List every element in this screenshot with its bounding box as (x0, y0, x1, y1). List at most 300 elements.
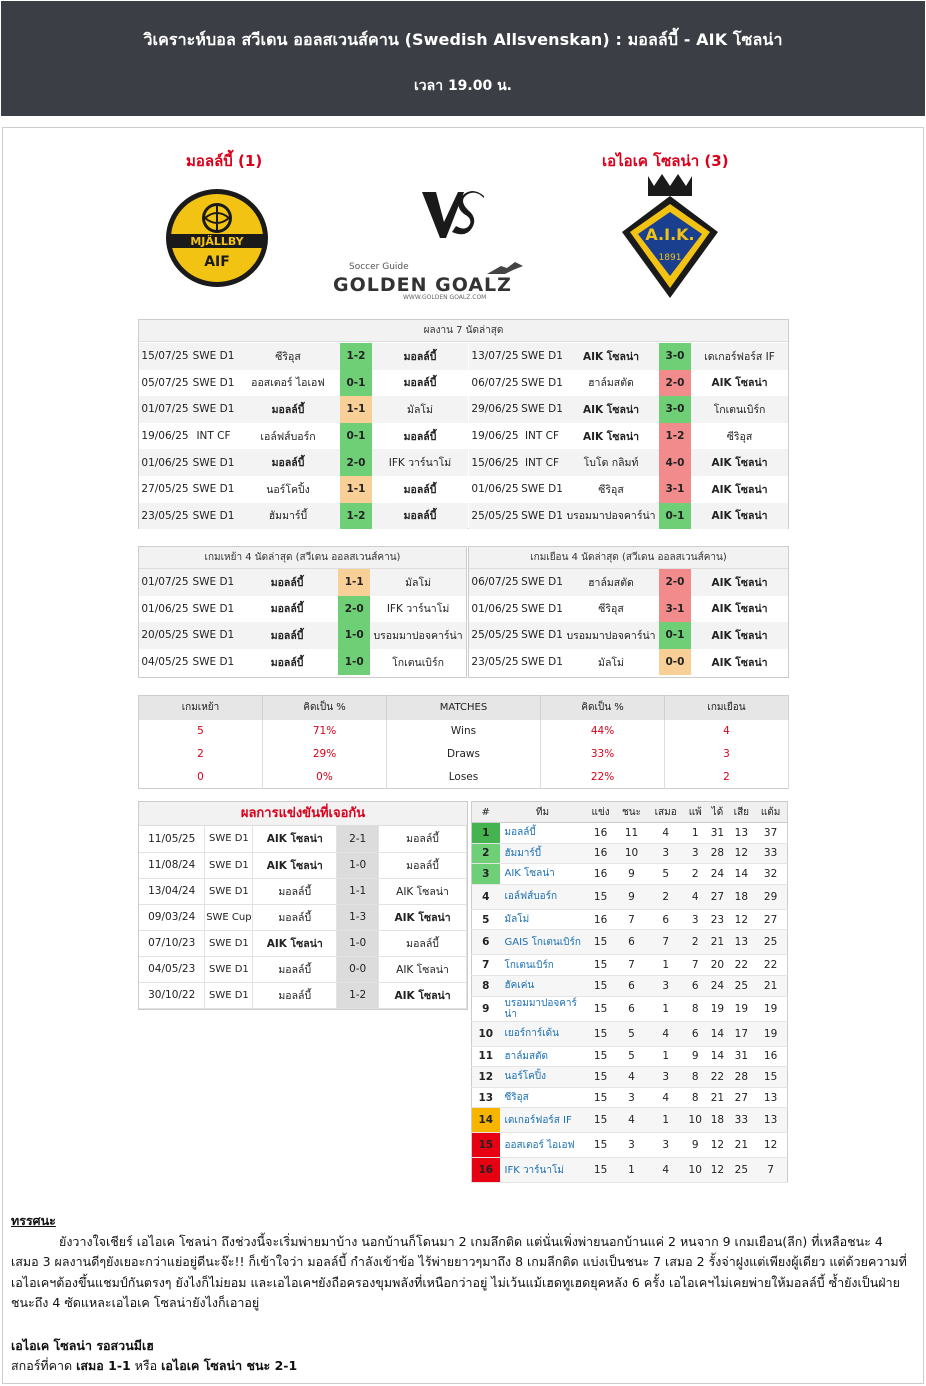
away-team: มอลล์บี้ (372, 503, 468, 530)
league-stat-w: 9 (616, 864, 648, 885)
score: 2-0 (659, 569, 691, 596)
league-row (472, 1133, 788, 1158)
result-row (139, 649, 466, 676)
h2h-row (139, 956, 467, 982)
competition: SWE D1 (191, 503, 236, 530)
league-stat-pts: 21 (754, 975, 787, 996)
score: 1-1 (337, 878, 379, 904)
home-team: AIK โซลน่า (582, 430, 640, 443)
competition: SWE Cup (205, 904, 253, 930)
away-percent: 33% (541, 743, 665, 766)
league-stat-pl: 15 (586, 975, 616, 996)
league-stat-pl: 16 (586, 823, 616, 844)
home-last-7-table (139, 343, 468, 529)
match-date: 06/07/25 (471, 376, 519, 389)
league-position: 6 (472, 930, 500, 955)
analysis-body: ยังวางใจเชียร์ เอไอเค โซลน่า ถึงช่วงนี้จะเริ่มพ่ายมาบ้าง นอกบ้านก็โดนมา 2 เกมลึกติด แต่นั่นเพิ่งพ่ายนอกบ้านแค่ 2 หนจาก 9 เกมเยือน(ลีก) ที่เหลือชนะ 4 เสมอ 3 ผลงานดีๆยังเยอะกว่าแย่อยู่ดีนะจ๊ะ!! ก็เข้าใจว่า มอลล์บี้ กำลังเข้าข้อ ไร้พ่ายยาวๆมาถึง 8 เกมลีกติด แบ่งเป็นชนะ 7 เสมอ 2 รั้งจ่าฝูงแต่เพียงผู้เดียว แต่ด้วยความที่เอไอเคฯต้องขึ้นแชมป์กันตรงๆ ยังไงก็ไม่ยอม และเอไอเคฯยังถือครองขุมพลังที่เหนือกว่าอยู่ ไม่เว้นแม้เฮดทูเฮดยุคหลัง 6 ครั้ง เอไอเคฯไม่เคยพ่ายให้มอลล์บี้ ซ้ำยังเป็นฝ่ายชนะถึง 4 ซัดแหละเอไอเค โซลน่ายังไงก็เอาอยู่ (11, 1233, 907, 1310)
league-stat-pts: 15 (754, 1067, 787, 1088)
away-team: IFK วาร์นาโม่ (372, 449, 468, 476)
match-date: 01/06/25 (139, 449, 191, 476)
stats-header: คิดเป็น % (263, 696, 387, 720)
score: 3-1 (659, 476, 691, 503)
head-to-head-panel (138, 801, 468, 1010)
league-stat-l: 10 (684, 1108, 706, 1133)
competition: SWE D1 (192, 602, 235, 615)
league-team-link[interactable]: นอร์โคปิ้ง (500, 1067, 586, 1088)
competition: SWE D1 (205, 930, 253, 956)
away-team: โกเตนเบิร์ก (691, 396, 788, 423)
league-row (472, 996, 788, 1021)
competition: SWE D1 (521, 483, 563, 496)
league-stat-d: 4 (647, 1087, 684, 1108)
away-team: บรอมมาปอจคาร์น่า (370, 622, 466, 649)
league-stat-w: 6 (616, 996, 648, 1021)
h2h-table (139, 826, 467, 1009)
league-stat-f: 23 (706, 909, 728, 930)
league-team-link[interactable]: เอล์ฟส์บอร์ก (500, 884, 586, 909)
away-team: AIK โซลน่า (691, 449, 788, 476)
last-7-caption: ผลงาน 7 นัดล่าสุด (139, 320, 788, 342)
league-team-link[interactable]: ซีริอุส (500, 1087, 586, 1108)
league-stat-f: 24 (706, 975, 728, 996)
home-count: 0 (139, 766, 263, 789)
score: 1-2 (659, 423, 691, 450)
league-stat-d: 2 (647, 884, 684, 909)
home-last-4-table (139, 569, 466, 675)
home-team: นอร์โคปิ้ง (266, 483, 310, 496)
league-stat-l: 2 (684, 864, 706, 885)
league-stat-pts: 29 (754, 884, 787, 909)
score: 0-0 (337, 956, 379, 982)
home-team: AIK โซลน่า (563, 396, 659, 423)
league-stat-pl: 15 (586, 1133, 616, 1158)
away-team: มอลล์บี้ (372, 343, 468, 370)
home-team: มอลล์บี้ (253, 982, 337, 1008)
league-stat-f: 22 (706, 1067, 728, 1088)
league-position: 2 (472, 843, 500, 864)
home-team: AIK โซลน่า (563, 343, 659, 370)
away-team: มอลล์บี้ (379, 826, 467, 852)
result-row (139, 596, 466, 623)
score: 1-2 (337, 982, 379, 1008)
predicted-score (11, 1356, 911, 1377)
score-alt: เอไอเค โซลน่า ชนะ 2-1 (161, 1358, 298, 1373)
league-team-link[interactable]: ฮาล์มสตัด (500, 1046, 586, 1067)
result-row (469, 343, 788, 370)
result-row (469, 569, 788, 596)
result-row (469, 476, 788, 503)
home-last-4-caption: เกมเหย้า 4 นัดล่าสุด (สวีเดน ออลสเวนส์คาน) (139, 547, 466, 569)
away-team: AIK โซลน่า (711, 483, 768, 496)
away-team: AIK โซลน่า (711, 377, 768, 390)
league-position: 16 (472, 1158, 500, 1183)
score-prefix: สกอร์ที่คาด (11, 1358, 77, 1373)
league-row (472, 1046, 788, 1067)
league-team-link[interactable]: ออสเตอร์ ไอเอฟ (500, 1133, 586, 1158)
league-stat-pts: 19 (754, 1021, 787, 1046)
score: 1-3 (337, 904, 379, 930)
home-team: มอลล์บี้ (253, 956, 337, 982)
match-date: 13/07/25 (469, 343, 521, 370)
result-row (469, 423, 788, 450)
away-team: มอลล์บี้ (403, 430, 437, 443)
match-date: 30/10/22 (139, 982, 205, 1008)
score: 1-1 (338, 569, 370, 596)
away-team: มอลล์บี้ (379, 930, 467, 956)
match-date: 25/05/25 (469, 503, 521, 530)
league-stat-l: 6 (684, 1021, 706, 1046)
vs-icon (420, 188, 486, 242)
home-count: 5 (139, 720, 263, 743)
match-date: 27/05/25 (141, 483, 189, 496)
league-row (472, 864, 788, 885)
competition: SWE D1 (205, 878, 253, 904)
league-stat-l: 8 (684, 996, 706, 1021)
home-percent: 71% (263, 720, 387, 743)
league-team-link[interactable]: เดเกอร์ฟอร์ส IF (500, 1108, 586, 1133)
match-date: 01/06/25 (471, 483, 519, 496)
competition: SWE D1 (521, 376, 563, 389)
match-date: 11/05/25 (139, 826, 205, 852)
match-date: 19/06/25 (471, 430, 519, 443)
home-team: มอลล์บี้ (236, 396, 340, 423)
score: 1-0 (338, 622, 370, 649)
competition: SWE D1 (191, 396, 236, 423)
league-header: เสมอ (647, 802, 684, 823)
score: 2-1 (337, 826, 379, 852)
home-team: ออสเตอร์ ไอเอฟ (251, 377, 325, 390)
home-team: มัลโม่ (598, 656, 624, 669)
stats-header: MATCHES (387, 696, 541, 720)
competition: SWE D1 (521, 343, 563, 370)
score: 0-0 (659, 649, 691, 676)
kickoff-time: เวลา 19.00 น. (413, 78, 512, 94)
league-stat-l: 3 (684, 909, 706, 930)
home-team: มอลล์บี้ (270, 603, 304, 616)
league-team-link[interactable]: ฮัมมาร์บี้ (500, 843, 586, 864)
league-row (472, 975, 788, 996)
league-stat-d: 3 (647, 1067, 684, 1088)
result-row (139, 622, 466, 649)
league-stat-f: 12 (706, 1158, 728, 1183)
league-header: # (472, 802, 500, 823)
league-stat-pl: 15 (586, 884, 616, 909)
league-stat-d: 3 (647, 1133, 684, 1158)
league-stat-pts: 32 (754, 864, 787, 885)
league-stat-pl: 15 (586, 1021, 616, 1046)
result-row (139, 569, 466, 596)
away-percent: 44% (541, 720, 665, 743)
league-team-link[interactable]: มัลโม่ (500, 909, 586, 930)
home-last-4-panel (138, 546, 467, 678)
score: 1-0 (337, 930, 379, 956)
league-row (472, 843, 788, 864)
match-date: 20/05/25 (139, 622, 191, 649)
away-team: มัลโม่ (372, 396, 468, 423)
away-team: ซีริอุส (726, 430, 753, 443)
league-stat-a: 22 (729, 955, 755, 976)
home-count: 2 (139, 743, 263, 766)
away-team: AIK โซลน่า (379, 904, 467, 930)
league-stat-l: 8 (684, 1087, 706, 1108)
score: 2-0 (340, 449, 372, 476)
match-date: 01/07/25 (139, 569, 191, 596)
score: 0-1 (659, 622, 691, 649)
league-position: 7 (472, 955, 500, 976)
home-team: มอลล์บี้ (236, 449, 340, 476)
player-silhouette-icon (483, 260, 527, 276)
league-stat-a: 18 (729, 884, 755, 909)
league-stat-pl: 16 (586, 909, 616, 930)
away-team: มอลล์บี้ (379, 852, 467, 878)
league-team-link[interactable]: GAIS โกเตนเบิร์ก (500, 930, 586, 955)
league-position: 9 (472, 996, 500, 1021)
match-date: 01/06/25 (471, 602, 519, 615)
competition: SWE D1 (192, 376, 235, 389)
score: 1-2 (340, 343, 372, 370)
league-stat-w: 10 (616, 843, 648, 864)
competition: SWE D1 (521, 569, 563, 596)
away-team: AIK โซลน่า (691, 503, 788, 530)
league-stat-f: 20 (706, 955, 728, 976)
away-count: 3 (665, 743, 789, 766)
result-row (139, 423, 468, 450)
away-last-4-table (469, 569, 788, 675)
league-team-link[interactable]: เยอร์การ์เด้น (500, 1021, 586, 1046)
league-row (472, 1108, 788, 1133)
home-team: มอลล์บี้ (236, 569, 339, 596)
competition: INT CF (196, 430, 231, 443)
league-stat-f: 12 (706, 1133, 728, 1158)
league-stat-a: 28 (729, 1067, 755, 1088)
match-date: 05/07/25 (141, 376, 189, 389)
score: 1-1 (340, 396, 372, 423)
league-stat-pts: 33 (754, 843, 787, 864)
score: 3-0 (659, 396, 691, 423)
league-header: ชนะ (616, 802, 648, 823)
analysis-section (11, 1211, 911, 1377)
league-stat-f: 21 (706, 1087, 728, 1108)
svg-text:1891: 1891 (658, 253, 682, 263)
away-team: AIK โซลน่า (379, 878, 467, 904)
away-team-logo (618, 172, 722, 302)
league-stat-pl: 15 (586, 1108, 616, 1133)
league-stat-w: 6 (616, 930, 648, 955)
league-position: 10 (472, 1021, 500, 1046)
league-stat-pts: 16 (754, 1046, 787, 1067)
away-last-4-caption: เกมเยือน 4 นัดล่าสุด (สวีเดน ออลสเวนส์คาน) (469, 547, 788, 569)
match-date: 13/04/24 (139, 878, 205, 904)
result-row (469, 449, 788, 476)
score: 3-0 (659, 343, 691, 370)
league-stat-a: 12 (729, 909, 755, 930)
analysis-heading: ทรรศนะ (11, 1213, 56, 1228)
score: 4-0 (659, 449, 691, 476)
competition: INT CF (524, 430, 560, 443)
home-team: ฮาล์มสตัด (563, 569, 659, 596)
league-stat-d: 5 (647, 864, 684, 885)
stats-header: เกมเยือน (665, 696, 789, 720)
result-row (469, 596, 788, 623)
league-stat-w: 6 (616, 975, 648, 996)
home-logo-text: MJÄLLBY (190, 235, 244, 248)
league-stat-d: 6 (647, 909, 684, 930)
league-stat-w: 5 (616, 1046, 648, 1067)
outcome-label: Draws (387, 743, 541, 766)
away-team: IFK วาร์นาโม่ (386, 603, 450, 616)
league-stat-pl: 15 (586, 1046, 616, 1067)
home-team: AIK โซลน่า (253, 930, 337, 956)
league-stat-pts: 7 (754, 1158, 787, 1183)
match-date: 23/05/25 (139, 503, 191, 530)
league-team-link[interactable]: AIK โซลน่า (500, 864, 586, 885)
league-position: 14 (472, 1108, 500, 1133)
league-team-link[interactable]: บรอมมาปอจคาร์น่า (500, 996, 586, 1021)
home-team: ฮาล์มสตัด (588, 377, 634, 390)
outcome-label: Wins (387, 720, 541, 743)
league-stat-pl: 15 (586, 1158, 616, 1183)
league-stat-w: 7 (616, 955, 648, 976)
stats-row (139, 720, 789, 743)
league-team-link[interactable]: โกเตนเบิร์ก (500, 955, 586, 976)
result-row (139, 449, 468, 476)
league-stat-w: 5 (616, 1021, 648, 1046)
league-header: แข่ง (586, 802, 616, 823)
score: 0-1 (340, 423, 372, 450)
score: 0-1 (340, 370, 372, 397)
prediction-pick: เอไอเค โซลน่า รอสวนมีเฮ (11, 1337, 154, 1353)
result-row (139, 476, 468, 503)
league-stat-a: 21 (729, 1133, 755, 1158)
score: 3-1 (659, 596, 691, 623)
home-team: ฮัมมาร์บี้ (236, 503, 340, 530)
home-team: บรอมมาปอจคาร์น่า (563, 622, 659, 649)
match-date: 25/05/25 (469, 622, 521, 649)
away-count: 2 (665, 766, 789, 789)
home-percent: 0% (263, 766, 387, 789)
league-stat-a: 17 (729, 1021, 755, 1046)
league-stat-d: 1 (647, 1046, 684, 1067)
away-team: มอลล์บี้ (403, 483, 437, 496)
competition: SWE D1 (191, 449, 236, 476)
match-date: 01/07/25 (139, 396, 191, 423)
away-team: AIK โซลน่า (379, 982, 467, 1008)
league-position: 4 (472, 884, 500, 909)
league-header: ทีม (500, 802, 586, 823)
league-stat-pts: 12 (754, 1133, 787, 1158)
competition: SWE D1 (521, 503, 563, 530)
league-stat-w: 7 (616, 909, 648, 930)
home-team: AIK โซลน่า (253, 852, 337, 878)
away-team: AIK โซลน่า (711, 603, 768, 616)
league-team-link[interactable]: ฮัคเค่น (500, 975, 586, 996)
competition: SWE D1 (191, 343, 236, 370)
match-date: 19/06/25 (141, 430, 189, 443)
home-team: บรอมมาปอจคาร์น่า (563, 503, 659, 530)
match-date: 01/06/25 (141, 602, 189, 615)
league-stat-f: 14 (706, 1046, 728, 1067)
stats-row (139, 743, 789, 766)
match-date: 04/05/25 (141, 656, 189, 669)
league-stat-l: 3 (684, 843, 706, 864)
away-percent: 22% (541, 766, 665, 789)
league-row (472, 1021, 788, 1046)
competition: SWE D1 (521, 602, 563, 615)
league-stat-pl: 16 (586, 864, 616, 885)
league-team-link[interactable]: มอลล์บี้ (500, 823, 586, 844)
brand-tagline: Soccer Guide (349, 262, 409, 272)
result-row (469, 370, 788, 397)
score: 1-2 (340, 503, 372, 530)
league-position: 12 (472, 1067, 500, 1088)
league-stat-f: 18 (706, 1108, 728, 1133)
match-date: 23/05/25 (471, 656, 519, 669)
h2h-row (139, 878, 467, 904)
score: 0-1 (659, 503, 691, 530)
away-team: มัลโม่ (370, 569, 466, 596)
league-stat-l: 8 (684, 1067, 706, 1088)
h2h-row (139, 982, 467, 1008)
home-percent: 29% (263, 743, 387, 766)
result-row (469, 396, 788, 423)
league-stat-pts: 22 (754, 955, 787, 976)
league-position: 8 (472, 975, 500, 996)
league-stat-a: 19 (729, 996, 755, 1021)
home-team: มอลล์บี้ (236, 622, 339, 649)
away-count: 4 (665, 720, 789, 743)
league-stat-w: 3 (616, 1133, 648, 1158)
stats-row (139, 766, 789, 789)
competition: SWE D1 (192, 656, 235, 669)
league-row (472, 884, 788, 909)
league-stat-f: 24 (706, 864, 728, 885)
league-stat-a: 27 (729, 1087, 755, 1108)
league-stat-a: 31 (729, 1046, 755, 1067)
league-stat-d: 4 (647, 1021, 684, 1046)
league-stat-a: 25 (729, 975, 755, 996)
result-row (469, 503, 788, 530)
match-date: 29/06/25 (469, 396, 521, 423)
away-team: มอลล์บี้ (403, 377, 437, 390)
league-stat-w: 9 (616, 884, 648, 909)
league-row (472, 1158, 788, 1183)
league-stat-d: 1 (647, 996, 684, 1021)
league-table (471, 801, 788, 1183)
league-team-link[interactable]: IFK วาร์นาโม่ (500, 1158, 586, 1183)
league-stat-w: 11 (616, 823, 648, 844)
score: 2-0 (659, 370, 691, 397)
league-header: แพ้ (684, 802, 706, 823)
score: 1-0 (338, 649, 370, 676)
league-stat-d: 3 (647, 975, 684, 996)
match-date: 15/06/25 (469, 449, 521, 476)
league-stat-d: 1 (647, 1108, 684, 1133)
league-stat-w: 4 (616, 1067, 648, 1088)
result-row (139, 343, 468, 370)
home-team: AIK โซลน่า (253, 826, 337, 852)
competition: INT CF (521, 449, 563, 476)
league-position: 5 (472, 909, 500, 930)
away-team-name: เอไอเค โซลน่า (3) (602, 152, 729, 170)
league-stat-pts: 27 (754, 909, 787, 930)
league-position: 11 (472, 1046, 500, 1067)
brand-name: GOLDEN GOALZ (333, 274, 512, 296)
league-stat-l: 7 (684, 955, 706, 976)
league-row (472, 955, 788, 976)
league-header: ได้ (706, 802, 728, 823)
match-date: 11/08/24 (139, 852, 205, 878)
score: 1-1 (340, 476, 372, 503)
